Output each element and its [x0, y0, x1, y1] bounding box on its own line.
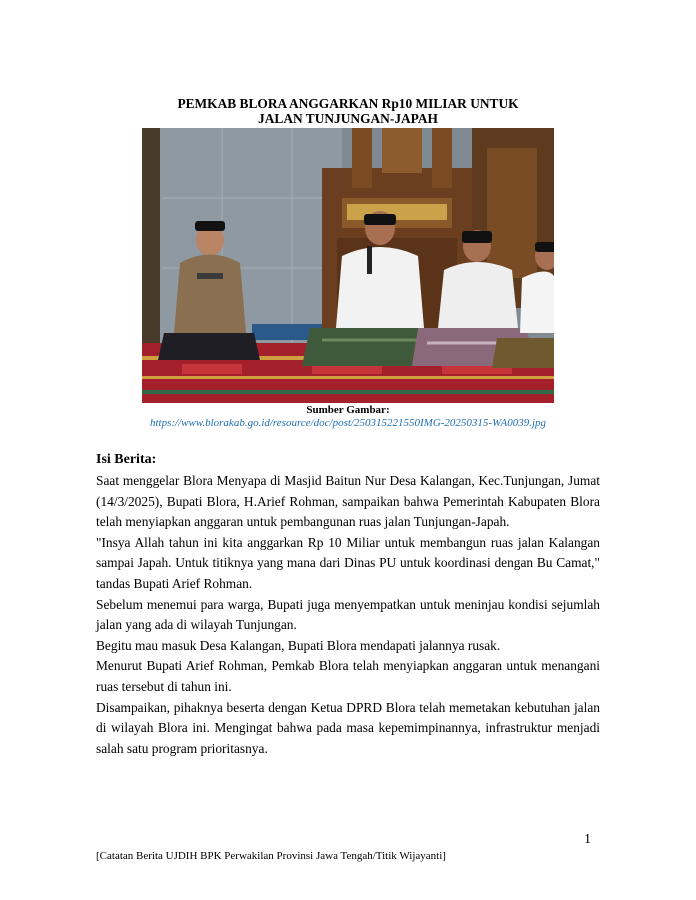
article-paragraph: Disampaikan, pihaknya beserta dengan Ketua DPRD Blora telah memetakan kebutuhan jalan di wilayah Blora ini. Mengingat bahwa pada masa kepemimpinannya, infrastruktur menjadi salah satu program prioritasnya.: [96, 699, 600, 756]
news-photo: [142, 128, 554, 403]
news-photo-illustration: [142, 128, 554, 403]
section-heading: Isi Berita:: [96, 452, 157, 467]
article-title-line-1: PEMKAB BLORA ANGGARKAN Rp10 MILIAR UNTUK: [177, 96, 519, 111]
article-paragraph: "Insya Allah tahun ini kita anggarkan Rp 10 Miliar untuk membangun ruas jalan Kalangan sampai Japah. Untuk titiknya yang mana dari Dinas PU untuk koordinasi dengan Bu Camat," tandas Bupati Arief Rohman.: [96, 534, 600, 591]
article-paragraph: Saat menggelar Blora Menyapa di Masjid Baitun Nur Desa Kalangan, Kec.Tunjungan, Jumat (14/3/2025), Bupati Blora, H.Arief Rohman, sampaikan bahwa Pemerintah Kabupaten Blora telah menyiapkan anggaran untuk pembangunan ruas jalan Tunjungan-Japah.: [96, 473, 600, 530]
article-paragraph: Sebelum menemui para warga, Bupati juga menyempatkan untuk meninjau kondisi sejumlah jalan yang ada di wilayah Tunjungan.: [96, 596, 600, 633]
article-title-line-2: JALAN TUNJUNGAN-JAPAH: [258, 111, 438, 126]
image-caption-label: Sumber Gambar:: [306, 404, 390, 416]
article-paragraph: Menurut Bupati Arief Rohman, Pemkab Blora telah menyiapkan anggaran untuk menangani ruas tersebut di tahun ini.: [96, 658, 600, 694]
page-footer: [Catatan Berita UJDIH BPK Perwakilan Provinsi Jawa Tengah/Titik Wijayanti]: [96, 850, 446, 862]
article-paragraph: Begitu mau masuk Desa Kalangan, Bupati Blora mendapati jalannya rusak.: [96, 637, 501, 653]
image-source-link[interactable]: https://www.blorakab.go.id/resource/doc/post/250315221550IMG-20250315-WA0039.jpg: [149, 417, 547, 429]
article-body: [96, 471, 600, 759]
article-title: [96, 96, 600, 126]
page-number: 1: [584, 832, 591, 847]
